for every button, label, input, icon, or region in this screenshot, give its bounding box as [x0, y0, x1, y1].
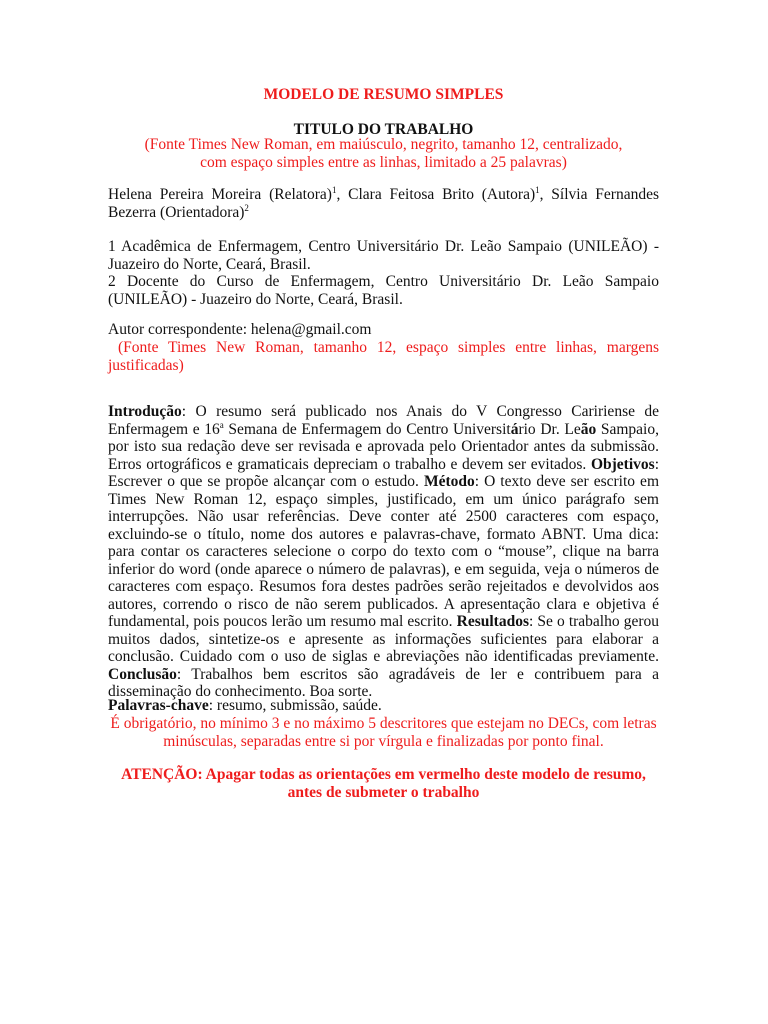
intro-text-2: Semana de Enfermagem do Centro Universit — [223, 420, 511, 438]
method-label: Método — [423, 473, 475, 490]
intro-text: : O resumo será publicado nos Anais do V Congresso Caririense de Enfermagem e 16 — [108, 403, 659, 438]
affiliation-1: 1 Acadêmica de Enfermagem, Centro Universitário Dr. Leão Sampaio (UNILEÃO) - Juazeiro do Norte, Ceará, Brasil. — [108, 238, 659, 273]
author-2: , Clara Feitosa Brito (Autora) — [336, 186, 536, 203]
objectives-text: : Escrever o que se propõe alcançar com o estudo. — [108, 455, 659, 490]
work-title: TITULO DO TRABALHO — [293, 121, 474, 138]
conclusion-label: Conclusão — [108, 665, 177, 683]
corresponding-author: Autor correspondente: helena@gmail.com — [108, 321, 372, 338]
author-list — [108, 186, 659, 221]
author-1-affiliation: 1 — [331, 184, 337, 195]
keywords-label: Palavras-chave — [108, 697, 209, 714]
document-title: MODELO DE RESUMO SIMPLES — [263, 86, 504, 103]
author-format-note: (Fonte Times New Roman, tamanho 12, espaço simples entre linhas, margens justificadas) — [108, 339, 659, 374]
results-label: Resultados — [456, 613, 529, 630]
keywords — [108, 697, 659, 715]
keywords-text: : resumo, submissão, saúde. — [208, 697, 382, 714]
intro-bold-ao: ão — [580, 420, 597, 438]
ordinal-marker: a — [219, 419, 224, 430]
intro-label: Introdução — [108, 403, 182, 420]
intro-text-4: Sampaio, por isto sua redação deve ser revisada e aprovada pelo Orientador antes da submissão. Erros ortográficos e gramaticais depreciam o trabalho e devem ser evitados. — [108, 420, 659, 473]
affiliations — [108, 238, 659, 308]
intro-text-3: rio Dr. Le — [518, 420, 581, 438]
author-3-affiliation: 2 — [244, 202, 249, 213]
title-format-note: (Fonte Times New Roman, em maiúsculo, negrito, tamanho 12, centralizado, com espaço simples entre as linhas, limitado a 25 palavras) — [144, 136, 623, 171]
abstract-body — [108, 403, 659, 701]
objectives-label: Objetivos — [590, 455, 655, 473]
intro-bold-a: á — [510, 420, 519, 438]
conclusion-text: : Trabalhos bem escritos são agradáveis de ler e contribuem para a disseminação do conhecimento. Boa sorte. — [108, 665, 659, 700]
results-text: : Se o trabalho gerou muitos dados, sintetize-os e apresente as informações suficientes para elaborar a conclusão. Cuidado com o uso de siglas e abreviações não identificadas previamente. — [108, 613, 659, 665]
author-2-affiliation: 1 — [535, 184, 540, 195]
author-1: Helena Pereira Moreira (Relatora) — [108, 186, 332, 203]
keywords-format-note: É obrigatório, no mínimo 3 e no máximo 5 descritores que estejam no DECs, com letras minúsculas, separadas entre si por vírgula e finalizadas por ponto final. — [110, 715, 657, 750]
attention-note: ATENÇÃO: Apagar todas as orientações em vermelho deste modelo de resumo, antes de submeter o trabalho — [121, 766, 646, 801]
author-3: , Sílvia Fernandes Bezerra (Orientadora) — [108, 186, 659, 221]
affiliation-2: 2 Docente do Curso de Enfermagem, Centro Universitário Dr. Leão Sampaio (UNILEÃO) - Juazeiro do Norte, Ceará, Brasil. — [108, 273, 659, 308]
method-text: : O texto deve ser escrito em Times New Roman 12, espaço simples, justificado, em um único parágrafo sem interrupções. Não usar referências. Deve conter até 2500 caracteres com espaço, excluindo-se o título, nome dos autores e palavras-chave, formato ABNT. Uma dica: para contar os caracteres selecione o corpo do texto com o “mouse”, clique na barra inferior do word (onde aparece o número de palavras), e em seguida, veja o números de caracteres com espaço. Resumos fora destes padrões serão rejeitados e devolvidos aos autores, correndo o risco de não serem publicados. A apresentação clara e objetiva é fundamental, pois poucos lerão um resumo mal escrito. — [108, 473, 659, 630]
